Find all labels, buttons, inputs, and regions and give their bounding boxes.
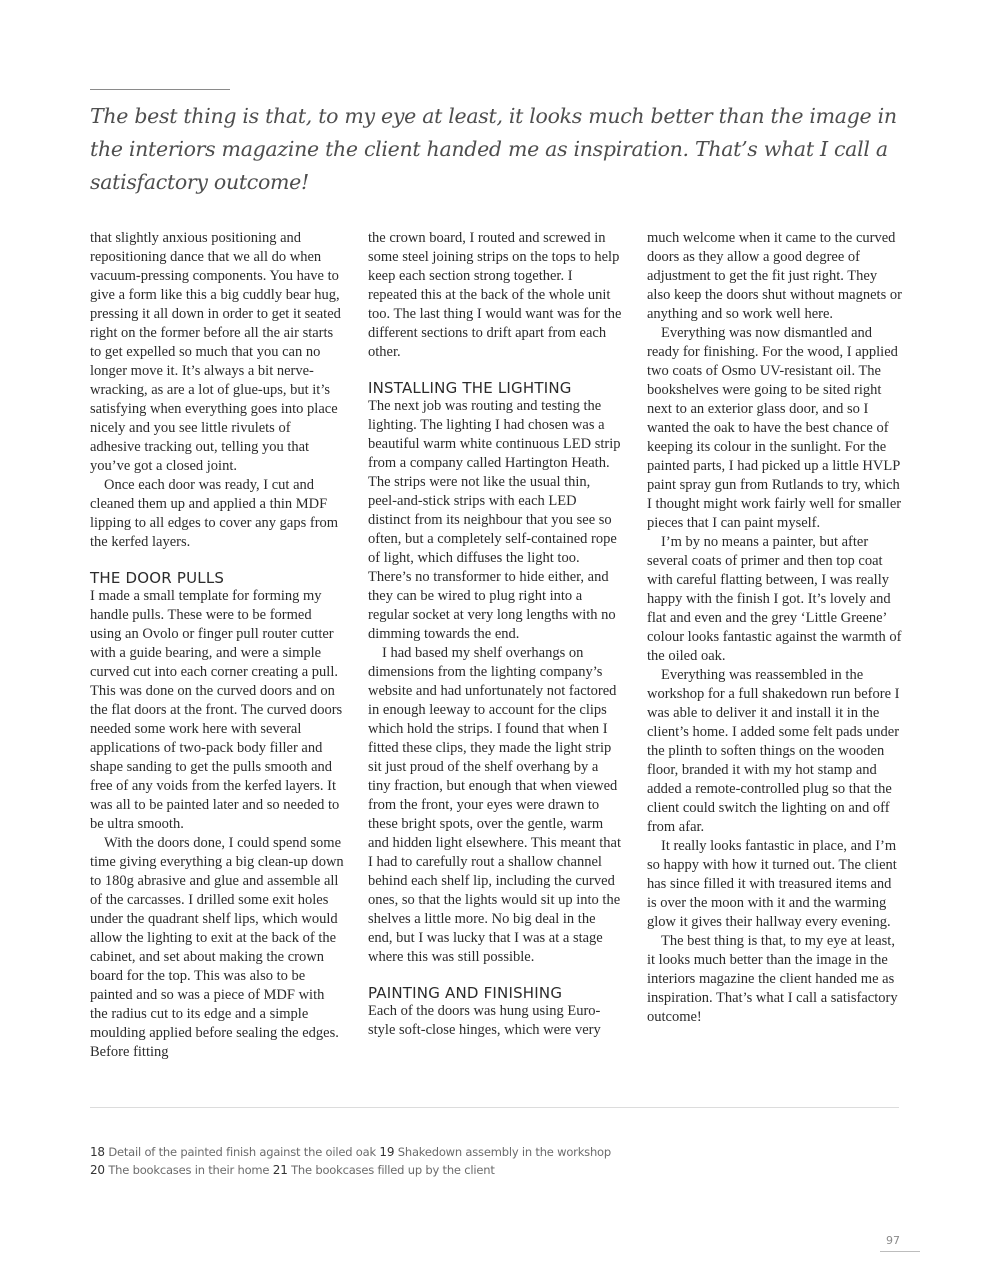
pull-quote: The best thing is that, to my eye at least, it looks much better than the image in the interiors magazine the client handed me as inspiration. That’s what I call a satisfactory outcome!	[90, 104, 897, 194]
section-heading-door-pulls: THE DOOR PULLS	[90, 569, 225, 587]
caption-number: 19	[379, 1145, 395, 1159]
caption-number: 21	[272, 1162, 288, 1177]
pullquote-rule	[90, 89, 230, 90]
paragraph: It really looks fantastic in place, and I’m so happy with how it turned out. The client has since filled it with treasured items and is over the moon with it and the warming glow it gives their hallway every evening.	[647, 838, 897, 930]
paragraph: The best thing is that, to my eye at least, it looks much better than the image in the interiors magazine the client handed me as inspiration. That’s what I call a satisfactory outcome!	[647, 933, 898, 1025]
caption-text: The bookcases filled up by the client	[291, 1162, 495, 1177]
caption-text: Shakedown assembly in the workshop	[397, 1145, 611, 1159]
paragraph: Everything was reassembled in the workshop for a full shakedown run before I was able to deliver it and install it in the client’s home. I added some felt pads under the plinth to soften things on the wooden floor, branded it with my hot stamp and added a remote-controlled plug so that the client could switch the lighting on and off from afar.	[647, 667, 900, 835]
paragraph: much welcome when it came to the curved doors as they allow a good degree of adjustment to get the fit just right. They also keep the doors shut without magnets or anything and so work well here.	[647, 230, 902, 322]
caption-line	[90, 1144, 790, 1162]
page-number-rule	[880, 1251, 920, 1252]
paragraph: Once each door was ready, I cut and cleaned them up and applied a thin MDF lipping to all edges to cover any gaps from the kerfed layers.	[90, 477, 339, 550]
caption-number: 20	[90, 1162, 105, 1177]
column-3	[647, 229, 903, 1027]
column-2	[368, 229, 622, 1040]
caption-text: Detail of the painted finish against the oiled oak	[108, 1145, 376, 1159]
section-heading-painting-finishing: PAINTING AND FINISHING	[368, 984, 563, 1002]
section-heading-installing-lighting: INSTALLING THE LIGHTING	[368, 379, 572, 397]
figure-captions	[90, 1144, 790, 1179]
paragraph: that slightly anxious positioning and repositioning dance that we all do when vacuum-pressing components. You have to give a form like this a big cuddly bear hug, pressing it all down in order to get it seated right on the former before all the air starts to get expelled so much that you can no longer move it. It’s always a bit nerve-wracking, as are a lot of glue-ups, but it’s satisfying when everything goes into place nicely and you see little rivulets of adhesive tracking out, telling you that you’ve got a closed joint.	[90, 230, 341, 474]
caption-text: The bookcases in their home	[108, 1162, 270, 1177]
paragraph: Each of the doors was hung using Euro-style soft-close hinges, which were very	[368, 1003, 601, 1038]
page-number: 97	[886, 1234, 900, 1247]
paragraph: Everything was now dismantled and ready for finishing. For the wood, I applied two coats of Osmo UV-resistant oil. The bookshelves were going to be sited right next to an exterior glass door, and so I wanted the oak to have the best chance of keeping its colour in the sunlight. For the painted parts, I had picked up a little HVLP paint spray gun from Rutlands to try, which I thought might work fairly well for smaller pieces that I can paint myself.	[647, 325, 902, 531]
column-1	[90, 229, 344, 1062]
caption-line	[90, 1162, 790, 1180]
paragraph: I made a small template for forming my handle pulls. These were to be formed using an Ovolo or finger pull router cutter with a guide bearing, and were a simple curved cut into each corner creating a pull. This was done on the curved doors and on the flat doors at the front. The curved doors needed some work here with several applications of two-pack body filler and shape sanding to get the pulls smooth and free of any voids from the kerfed layers. It was all to be painted later and so needed to be ultra smooth.	[90, 588, 343, 832]
paragraph: I’m by no means a painter, but after several coats of primer and then top coat with careful flatting between, I was really happy with the finish I got. It’s lovely and flat and even and the grey ‘Little Greene’ colour looks fantastic against the warmth of the oiled oak.	[647, 534, 902, 664]
paragraph: The next job was routing and testing the lighting. The lighting I had chosen was a beautiful warm white continuous LED strip from a company called Hartington Heath. The strips were not like the usual thin, peel-and-stick strips with each LED distinct from its neighbour that you see so often, but a completely self-contained rope of light, which diffuses the light too. There’s no transformer to hide either, and they can be wired to plug right into a regular socket at very long lengths with no dimming towards the end.	[368, 398, 621, 642]
paragraph: I had based my shelf overhangs on dimensions from the lighting company’s website and had unfortunately not factored in enough leeway to account for the clips which hold the strips. I found that when I fitted these clips, they made the light strip sit just proud of the shelf overhang by a tiny fraction, but enough that when viewed from the front, your eyes were drawn to these bright spots, over the gentle, warm and hidden light elsewhere. This meant that I had to carefully rout a shallow channel behind each shelf lip, including the curved ones, so that the lights would sit up into the shelves a little more. No big deal in the end, but I was lucky that I was at a stage where this was still possible.	[368, 645, 622, 965]
paragraph: With the doors done, I could spend some time giving everything a big clean-up down to 180g abrasive and glue and assemble all of the carcasses. I drilled some exit holes under the quadrant shelf lips, which would allow the lighting to exit at the back of the cabinet, and set about making the crown board for the top. This was also to be painted and so was a piece of MDF with the radius cut to its edge and a simple moulding applied before sealing the edges. Before fitting	[90, 835, 344, 1060]
paragraph: the crown board, I routed and screwed in some steel joining strips on the tops to help keep each section strong together. I repeated this at the back of the whole unit too. The last thing I would want was for the different sections to drift apart from each other.	[368, 230, 622, 360]
caption-number: 18	[90, 1145, 105, 1159]
captions-divider	[90, 1107, 899, 1108]
